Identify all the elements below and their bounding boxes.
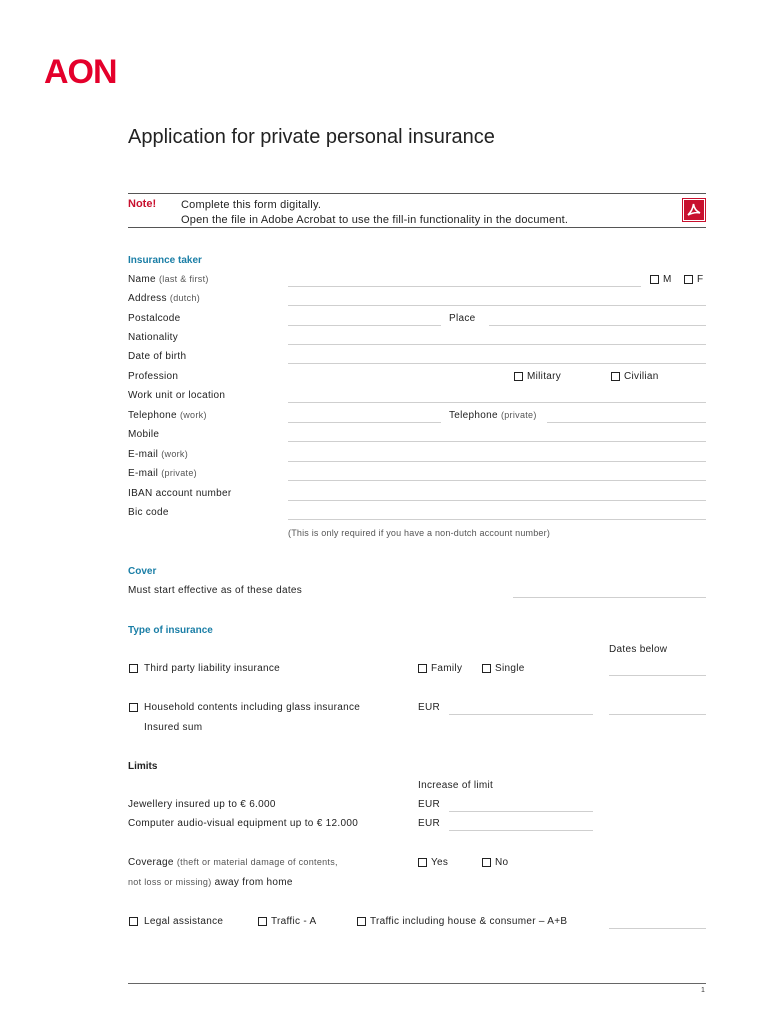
nationality-field[interactable] [288, 344, 706, 345]
legal-assistance-checkbox[interactable] [129, 917, 138, 926]
cover-date-field[interactable] [513, 597, 706, 598]
note-text [181, 198, 568, 228]
insured-sum-label: Insured sum [144, 722, 203, 733]
adobe-pdf-icon[interactable] [682, 198, 706, 222]
jewellery-eur-label: EUR [418, 799, 441, 810]
section-limits: Limits [128, 761, 158, 772]
legal-date-field[interactable] [609, 928, 706, 929]
tel-work-field[interactable] [288, 422, 441, 423]
traffic-ab-checkbox[interactable] [357, 917, 366, 926]
civilian-label: Civilian [624, 371, 659, 382]
traffic-a-label: Traffic - A [271, 916, 317, 927]
third-party-checkbox[interactable] [129, 664, 138, 673]
military-label: Military [527, 371, 562, 382]
gender-f-label: F [697, 274, 704, 285]
household-eur-label: EUR [418, 702, 441, 713]
note-line-1: Complete this form digitally. [181, 199, 322, 211]
aon-logo [44, 54, 134, 86]
coverage-yes-label: Yes [431, 857, 449, 868]
work-unit-label: Work unit or location [128, 390, 226, 401]
bic-note: (This is only required if you have a non-dutch account number) [288, 528, 551, 538]
military-checkbox[interactable] [514, 372, 523, 381]
dob-label: Date of birth [128, 351, 187, 362]
household-checkbox[interactable] [129, 703, 138, 712]
iban-label: IBAN account number [128, 488, 232, 499]
household-label: Household contents including glass insurance [144, 702, 361, 713]
traffic-ab-label: Traffic including house & consumer – A+B [370, 916, 568, 927]
computer-amount-field[interactable] [449, 830, 593, 831]
work-unit-field[interactable] [288, 402, 706, 403]
section-cover: Cover [128, 566, 157, 577]
bic-field[interactable] [288, 519, 706, 520]
place-label: Place [449, 313, 476, 324]
dob-field[interactable] [288, 363, 706, 364]
tel-private-label: Telephone (private) [449, 410, 537, 421]
increase-limit-label: Increase of limit [418, 780, 494, 791]
tel-work-label: Telephone (work) [128, 410, 207, 421]
email-private-label: E-mail (private) [128, 468, 197, 479]
postalcode-field[interactable] [288, 325, 441, 326]
family-checkbox[interactable] [418, 664, 427, 673]
jewellery-label: Jewellery insured up to € 6.000 [128, 799, 276, 810]
tel-private-field[interactable] [547, 422, 706, 423]
third-party-label: Third party liability insurance [144, 663, 281, 674]
name-label: Name (last & first) [128, 274, 209, 285]
bic-label: Bic code [128, 507, 169, 518]
section-insurance-taker: Insurance taker [128, 255, 202, 266]
logo-text: AON [44, 54, 117, 86]
footer-rule [128, 983, 706, 984]
dates-below-label: Dates below [609, 644, 668, 655]
coverage-continuation: not loss or missing) away from home [128, 877, 293, 888]
computer-label: Computer audio-visual equipment up to € 12.000 [128, 818, 359, 829]
mobile-field[interactable] [288, 441, 706, 442]
profession-label: Profession [128, 371, 179, 382]
coverage-yes-checkbox[interactable] [418, 858, 427, 867]
household-date-field[interactable] [609, 714, 706, 715]
page-title: Application for private personal insurance [128, 126, 495, 148]
jewellery-amount-field[interactable] [449, 811, 593, 812]
note-label: Note! [128, 198, 157, 210]
single-label: Single [495, 663, 525, 674]
iban-field[interactable] [288, 500, 706, 501]
computer-eur-label: EUR [418, 818, 441, 829]
single-checkbox[interactable] [482, 664, 491, 673]
cover-text: Must start effective as of these dates [128, 585, 303, 596]
civilian-checkbox[interactable] [611, 372, 620, 381]
note-line-2: Open the file in Adobe Acrobat to use the fill-in functionality in the document. [181, 214, 569, 226]
section-type-of-insurance: Type of insurance [128, 625, 213, 636]
note-bottom-rule [128, 227, 706, 228]
email-private-field[interactable] [288, 480, 706, 481]
gender-m-checkbox[interactable] [650, 275, 659, 284]
legal-assistance-label: Legal assistance [144, 916, 224, 927]
address-label: Address (dutch) [128, 293, 201, 304]
coverage-no-label: No [495, 857, 509, 868]
traffic-a-checkbox[interactable] [258, 917, 267, 926]
coverage-no-checkbox[interactable] [482, 858, 491, 867]
address-field[interactable] [288, 305, 706, 306]
third-party-date-field[interactable] [609, 675, 706, 676]
acrobat-icon [684, 200, 704, 220]
mobile-label: Mobile [128, 429, 160, 440]
name-field[interactable] [288, 286, 641, 287]
gender-f-checkbox[interactable] [684, 275, 693, 284]
note-top-rule [128, 193, 706, 194]
page-number: 1 [701, 987, 705, 994]
email-work-label: E-mail (work) [128, 449, 189, 460]
postalcode-label: Postalcode [128, 313, 181, 324]
place-field[interactable] [489, 325, 706, 326]
household-amount-field[interactable] [449, 714, 593, 715]
nationality-label: Nationality [128, 332, 178, 343]
email-work-field[interactable] [288, 461, 706, 462]
gender-m-label: M [663, 274, 672, 285]
coverage-label: Coverage (theft or material damage of contents, [128, 857, 338, 868]
family-label: Family [431, 663, 463, 674]
